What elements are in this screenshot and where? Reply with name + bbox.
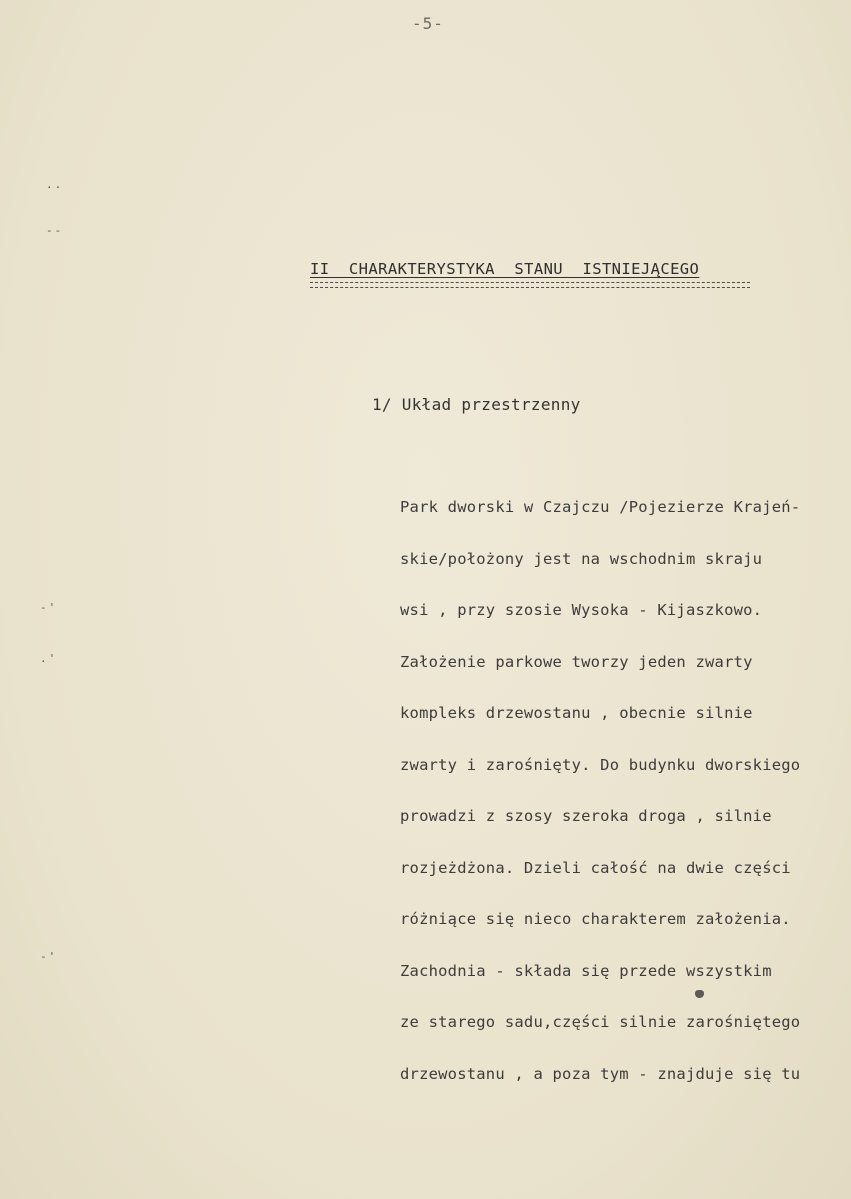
margin-mark: .'	[40, 652, 58, 665]
text-line: różniące się nieco charakterem założenia.	[400, 910, 791, 928]
text-line: rozjeżdżona. Dzieli całość na dwie części	[400, 858, 791, 877]
text-line: zwarty i zarośnięty. Do budynku dworskiego	[400, 755, 801, 774]
subsection-heading: 1/ Układ przestrzenny	[372, 395, 581, 414]
text-line: drzewostanu , a poza tym - znajduje się tu	[400, 1064, 801, 1083]
text-line: skie/położony jest na wschodnim skraju	[400, 549, 763, 568]
page-number: -5-	[412, 14, 444, 33]
text-line: ze starego sadu,części silnie zarośniętego	[400, 1013, 801, 1031]
ink-blot	[695, 990, 704, 998]
text-line: prowadzi z szosy szeroka droga , silnie	[400, 807, 772, 825]
text-line: Park dworski w Czajczu /Pojezierze Krajeń-	[400, 498, 801, 516]
margin-mark: -'	[40, 950, 58, 963]
margin-mark: ..	[46, 178, 64, 191]
text-line: wsi , przy szosie Wysoka - Kijaszkowo.	[400, 601, 763, 619]
margin-mark: --	[46, 224, 64, 237]
heading-double-underline	[310, 282, 750, 288]
text-line: Założenie parkowe tworzy jeden zwarty	[400, 652, 753, 671]
text-line: Zachodnia - składa się przede wszystkim	[400, 961, 772, 980]
section-heading: II CHARAKTERYSTYKA STANU ISTNIEJĄCEGO	[310, 260, 700, 278]
body-text	[400, 498, 840, 1116]
margin-mark: -'	[40, 601, 58, 614]
text-line: kompleks drzewostanu , obecnie silnie	[400, 704, 753, 722]
